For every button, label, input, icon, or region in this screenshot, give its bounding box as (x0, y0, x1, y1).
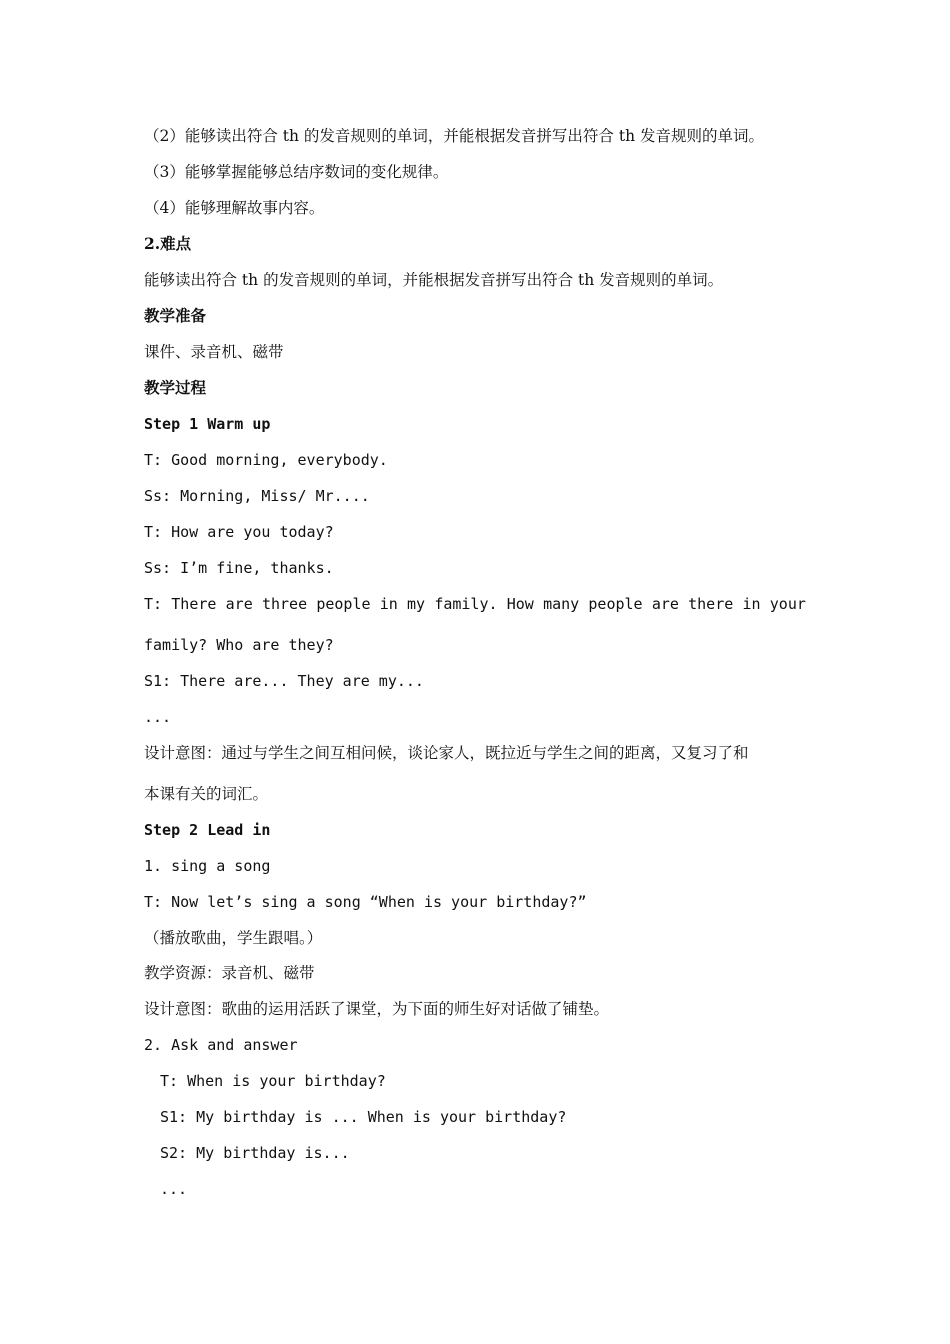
dialogue-line-justified (144, 594, 806, 614)
dialogue-line: T: When is your birthday? (160, 1072, 386, 1090)
word: your (769, 595, 806, 613)
dialogue-line: S2: My birthday is... (160, 1144, 350, 1162)
word: people (316, 595, 371, 613)
word: family. (434, 595, 498, 613)
dialogue-line: T: How are you today? (144, 523, 334, 541)
objective-4: （4）能够理解故事内容。 (144, 199, 325, 217)
word: How (506, 595, 534, 613)
word: There (171, 595, 217, 613)
objective-3: （3）能够掌握能够总结序数词的变化规律。 (144, 163, 449, 181)
sub-item: 2. Ask and answer (144, 1036, 298, 1054)
process-heading: 教学过程 (144, 378, 207, 397)
word: people (588, 595, 643, 613)
word: many (543, 595, 580, 613)
dialogue-line: T: Now let’s sing a song “When is your birthday?” (144, 893, 587, 911)
dialogue-line: S1: There are... They are my... (144, 672, 424, 690)
word: in (379, 595, 398, 613)
objective-2: （2）能够读出符合 th 的发音规则的单词，并能根据发音拼写出符合 th 发音规则的单词。 (144, 127, 764, 145)
design-intent-cont: 本课有关的词汇。 (144, 785, 269, 803)
word: T: (144, 595, 163, 613)
ellipsis: ... (160, 1180, 188, 1198)
note: （播放歌曲，学生跟唱。） (144, 929, 323, 947)
dialogue-line: family? Who are they? (144, 636, 334, 654)
difficulty-heading: 2.难点 (144, 234, 192, 253)
word: are (651, 595, 679, 613)
design-intent: 设计意图：通过与学生之间互相问候，谈论家人，既拉近与学生之间的距离，又复习了和 (144, 744, 749, 762)
word: there (688, 595, 734, 613)
dialogue-line: Ss: I’m fine, thanks. (144, 559, 334, 577)
prep-text: 课件、录音机、磁带 (144, 343, 284, 361)
ellipsis: ... (144, 708, 172, 726)
word: in (742, 595, 761, 613)
difficulty-text: 能够读出符合 th 的发音规则的单词，并能根据发音拼写出符合 th 发音规则的单词。 (144, 271, 724, 289)
design-intent: 设计意图：歌曲的运用活跃了课堂，为下面的师生好对话做了铺垫。 (144, 1000, 610, 1018)
dialogue-line: S1: My birthday is ... When is your birthday? (160, 1108, 567, 1126)
resources: 教学资源：录音机、磁带 (144, 964, 315, 982)
word: three (261, 595, 308, 613)
word: are (225, 595, 253, 613)
word: my (407, 595, 426, 613)
step1-heading: Step 1 Warm up (144, 415, 271, 433)
step2-heading: Step 2 Lead in (144, 821, 271, 839)
sub-item: 1. sing a song (144, 857, 271, 875)
prep-heading: 教学准备 (144, 306, 207, 325)
dialogue-line: Ss: Morning, Miss/ Mr.... (144, 487, 370, 505)
dialogue-line: T: Good morning, everybody. (144, 451, 388, 469)
